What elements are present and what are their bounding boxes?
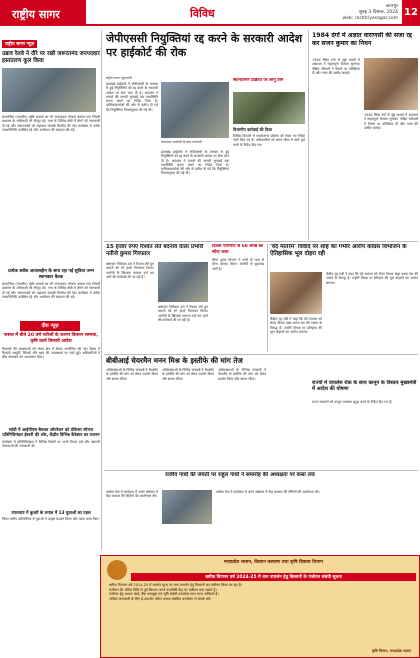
- ad-list: [109, 583, 413, 601]
- left-column: [2, 30, 100, 655]
- story-delhi-headline: दिल्ली एयरपोर्ट से 68 लाख का सोना जब्त: [212, 244, 264, 255]
- story2-headline: फसल में बीते 20 वर्ष नतीजों के कारण किसान समस्या, कृषि कार्य बिजली आदेश: [3, 333, 99, 344]
- story-bbd-body: अधिवक्ताओं के विभिन्न संगठनों ने चेयरमैन के इस्तीफे की मांग को लेकर प्रदर्शन किया और ज्ञापन सौंपा।: [106, 368, 158, 381]
- story-15k-body: भ्रष्टाचार निरोधक दल ने रिश्वत लेते हुए प्रभारी को रंगे हाथों गिरफ्तार किया। आरोपी के खिलाफ मामला दर्ज कर आगे की कार्रवाई की जा रही है।: [106, 262, 154, 279]
- story3-body: कार्यक्रम में प्रतिनिधिमंडल ने विभिन्न विषयों पर अपने विचार रखे और आगामी योजनाओं की जानकारी दी।: [2, 439, 100, 448]
- date: सुबह 3 दिसंबर, 2024: [358, 10, 398, 15]
- left-subhead: प्रत्येक ब्लॉक आवासहीन के साथ रहा नई सुविधा जन्म स्थानकार बैठक: [8, 269, 94, 280]
- mid-sub: विभागीय कार्रवाई की दिशा: [233, 127, 272, 132]
- story-rahul-body-2: कांग्रेस नेता ने कार्यक्रम में अपने संबोधन में केंद्र सरकार की नीतियों की आलोचना की।: [216, 490, 320, 494]
- left-photo: [2, 68, 96, 112]
- govt-seal-icon: [107, 560, 127, 580]
- section-label: दौरा न्यूज़: [20, 321, 80, 331]
- masthead: [0, 0, 420, 26]
- mid-headline: स्थानांतरण प्रक्रिया पर लागू तीन: [233, 78, 284, 83]
- ad-line: पंजीयन हेतु आधार कार्ड, बैंक पासबुक एवं भूमि संबंधी दस्तावेज साथ लाना अनिवार्य है।: [109, 592, 219, 597]
- lead-byline: राष्ट्रीय सागर न्यूज़/रांची: [106, 76, 132, 80]
- story-rahul-headline: राजीव गांधी की जयंती पर राहुल गांधी ने समारोह की अध्यक्षता पर कसा तंज: [165, 472, 315, 478]
- website: web: rashtriyasagar.com: [342, 16, 398, 21]
- story-states-body: राज्य सरकारों को कानून व्यवस्था सुदृढ़ करने के निर्देश दिए गए हैं।: [312, 400, 393, 404]
- story-vande-photo: [270, 272, 322, 314]
- divider: [267, 244, 268, 352]
- ad-line: अधिक जानकारी के लिए ई-उपार्जन पोर्टल अथवा संबंधित कार्यालय से संपर्क करें।: [109, 596, 212, 601]
- story-rahul-photo: [162, 490, 212, 524]
- story3-headline: सांची में आईपीएस बैरूका ओपरेशन को प्रोफेसर सोनाय प्रतिनिधिमंडल ईश्वरी की ओर, केंद्रीय विभिन्न कैरेक्टर का प्रजनन: [2, 426, 100, 438]
- story-vande-body: केंद्रीय गृह मंत्री ने कहा कि वंदे मातरम को लेकर विवाद खड़ा करना देश की एकता के विरुद्ध है। उन्होंने विपक्ष पर इतिहास की भूल दोहराने का आरोप लगाया।: [326, 272, 418, 285]
- story-rahul-body: कांग्रेस नेता ने कार्यक्रम में अपने संबोधन में केंद्र सरकार की नीतियों की आलोचना की।: [106, 490, 158, 499]
- story-delhi-body: सीमा शुल्क विभाग ने यात्री के पास से सोना बरामद किया। आरोपी से पूछताछ जारी है।: [212, 258, 264, 271]
- story-bbd-body-2: अधिवक्ताओं के विभिन्न संगठनों ने चेयरमैन के इस्तीफे की मांग को लेकर प्रदर्शन किया और ज्ञापन सौंपा।: [162, 368, 214, 381]
- page-number: 12: [402, 0, 420, 26]
- story2-body: किसानों की समस्याओं को लेकर क्षेत्र में बैठक आयोजित की गई। बैठक में बिजली आपूर्ति, सिंचाई और खाद की उपलब्धता पर चर्चा हुई। अधिकारियों ने शीघ्र समाधान का आश्वासन दिया।: [2, 346, 100, 360]
- right-top-photo: [364, 58, 418, 110]
- left-kicker: राष्ट्रीय सागर न्यूज़: [2, 40, 37, 48]
- story4-headline: उपाध्याय में कुश्ती के लगाव में 13 युवाओं का एडल: [11, 509, 91, 515]
- city: छतरपुर: [386, 4, 398, 9]
- dateline: [318, 4, 398, 22]
- advertisement: [100, 555, 420, 658]
- story-vande-headline: 'वंदे मातरम' विवाद पर शाह का गंभीर आरोप कांग्रेस विभाजन के ऐतिहासिक भूल दोहरा रही: [270, 244, 407, 258]
- ad-line: पंजीयन की अंतिम तिथि से पूर्व किसान अपने नजदीकी केंद्र पर पंजीयन करा सकते हैं।: [109, 587, 217, 592]
- mid-photo: [233, 92, 305, 124]
- story-15k-photo: [158, 262, 208, 302]
- lead-photo-caption: जलभराव अवरोधों के साथ कर्मचारी: [161, 140, 202, 144]
- right-top-body: 1984 सिख दंगों से जुड़े मामले में अदालत ने महत्वपूर्ण फैसला सुनाया। पीड़ित परिवारों ने फैसले पर प्रतिक्रिया दी और न्याय की उम्मीद जताई।: [312, 58, 360, 75]
- story4-body: जिला स्तरीय प्रतियोगिता में युवाओं ने उत्कृष्ट प्रदर्शन किया और पदक प्राप्त किए।: [2, 517, 100, 521]
- story-bbd-body-3: अधिवक्ताओं के विभिन्न संगठनों ने चेयरमैन के इस्तीफे की मांग को लेकर प्रदर्शन किया और ज्ञापन सौंपा।: [218, 368, 266, 381]
- divider: [308, 30, 309, 240]
- left-body-2: सामाजिक (मानवीय) कृषि उत्सवों का भी जनपदवार योजना बनाया गया जिसमें प्रशासन के अधिकारी भी मौजूद रहे। नगर के विभिन्न क्षेत्रों में लोगों को जानकारी दी गई और जरूरतमंदों को सहायता सामग्री वितरित की गई। कार्यक्रम में अनेक जनप्रतिनिधि उपस्थित रहे और आयोजन की सराहना की गई।: [2, 282, 100, 300]
- story-states-headline: राज्यों में वायलेंस रोक के साथ कानून के विस्तार मुख्यमंत्री में आदेश की घोषणा: [312, 380, 417, 393]
- section-title: विविध: [190, 7, 215, 20]
- ad-header: मध्यप्रदेश शासन, किसान कल्याण तथा कृषि विकास विभाग: [223, 560, 324, 565]
- right-top-body-2: 1984 सिख दंगों से जुड़े मामले में अदालत ने महत्वपूर्ण फैसला सुनाया। पीड़ित परिवारों ने फैसले पर प्रतिक्रिया दी और न्याय की उम्मीद जताई।: [364, 113, 418, 130]
- divider: [104, 241, 418, 242]
- divider: [101, 30, 102, 550]
- right-top-headline: 1984 दंगों में अज्ञात वाराणसी की सजा रद्द कर सजन कुमार का निधन: [312, 32, 412, 47]
- brand-logo: राष्ट्रीय सागर: [0, 0, 86, 26]
- lead-photo: [161, 82, 229, 138]
- mid-body: विभिन्न विभागों में स्थानांतरण प्रक्रिया को लेकर नए निर्देश जारी किए गए हैं। अधिकारियों को समय सीमा में कार्य पूर्ण करने के निर्देश दिए गए।: [233, 134, 305, 147]
- lead-headline: जेपीएससी नियुक्तियां रद्द करने के सरकारी आदेश पर हाईकोर्ट की रोक: [106, 32, 303, 59]
- lead-body-col2: झारखंड हाईकोर्ट ने जेपीएससी के माध्यम से हुई नियुक्तियों को रद्द करने के सरकारी आदेश पर रोक लगा दी है। अदालत ने मामले की अगली सुनवाई तक यथास्थिति बनाए रखने का निर्देश दिया है। याचिकाकर्ताओं की ओर से दलील दी गई कि नियुक्तियां नियमानुसार की गई थीं।: [161, 150, 229, 176]
- ad-footer: कृषि विभाग, मध्यप्रदेश शासन: [371, 649, 411, 653]
- left-body: सामाजिक (मानवीय) कृषि उत्सवों का भी जनपदवार योजना बनाया गया जिसमें प्रशासन के अधिकारी भी मौजूद रहे। नगर के विभिन्न क्षेत्रों में लोगों को जानकारी दी गई और जरूरतमंदों को सहायता सामग्री वितरित की गई। कार्यक्रम में अनेक जनप्रतिनिधि उपस्थित रहे और आयोजन की सराहना की गई।: [2, 115, 100, 132]
- lead-body-col1: झारखंड हाईकोर्ट ने जेपीएससी के माध्यम से हुई नियुक्तियों को रद्द करने के सरकारी आदेश पर रोक लगा दी है। अदालत ने मामले की अगली सुनवाई तक यथास्थिति बनाए रखने का निर्देश दिया है। याचिकाकर्ताओं की ओर से दलील दी गई कि नियुक्तियां नियमानुसार की गई थीं।: [106, 82, 158, 112]
- story-15k-headline: 15 हजार रुपए रिश्वत लेते बंदनांव वाला प्रभारी नतीजे कुमार गिरफ्तार: [106, 244, 204, 257]
- ad-bar: खरीफ विपणन वर्ष 2024-25 में धान उपार्जन हेतु किसानों के पंजीयन संबंधी सूचना: [131, 573, 416, 581]
- story-bbd-headline: बीबीआई चेयरमैन मनन मिश्र के इस्तीफे की मांग तेज: [106, 356, 243, 365]
- divider: [104, 470, 418, 471]
- left-headline: उन्नाव रेलवे ने दौरे पर रखी जरूरतमंद जनपदवार हस्तांतरण कूल किया: [2, 51, 100, 64]
- story-vande-body-2: केंद्रीय गृह मंत्री ने कहा कि वंदे मातरम को लेकर विवाद खड़ा करना देश की एकता के विरुद्ध है। उन्होंने विपक्ष पर इतिहास की भूल दोहराने का आरोप लगाया।: [270, 317, 322, 334]
- ad-line: खरीफ विपणन वर्ष 2024-25 में समर्थन मूल्य पर धान उपार्जन हेतु किसानों का पंजीयन किया जा रहा है।: [109, 583, 242, 587]
- story-15k-body-2: भ्रष्टाचार निरोधक दल ने रिश्वत लेते हुए प्रभारी को रंगे हाथों गिरफ्तार किया। आरोपी के खिलाफ मामला दर्ज कर आगे की कार्रवाई की जा रही है।: [158, 305, 208, 322]
- divider: [104, 354, 418, 355]
